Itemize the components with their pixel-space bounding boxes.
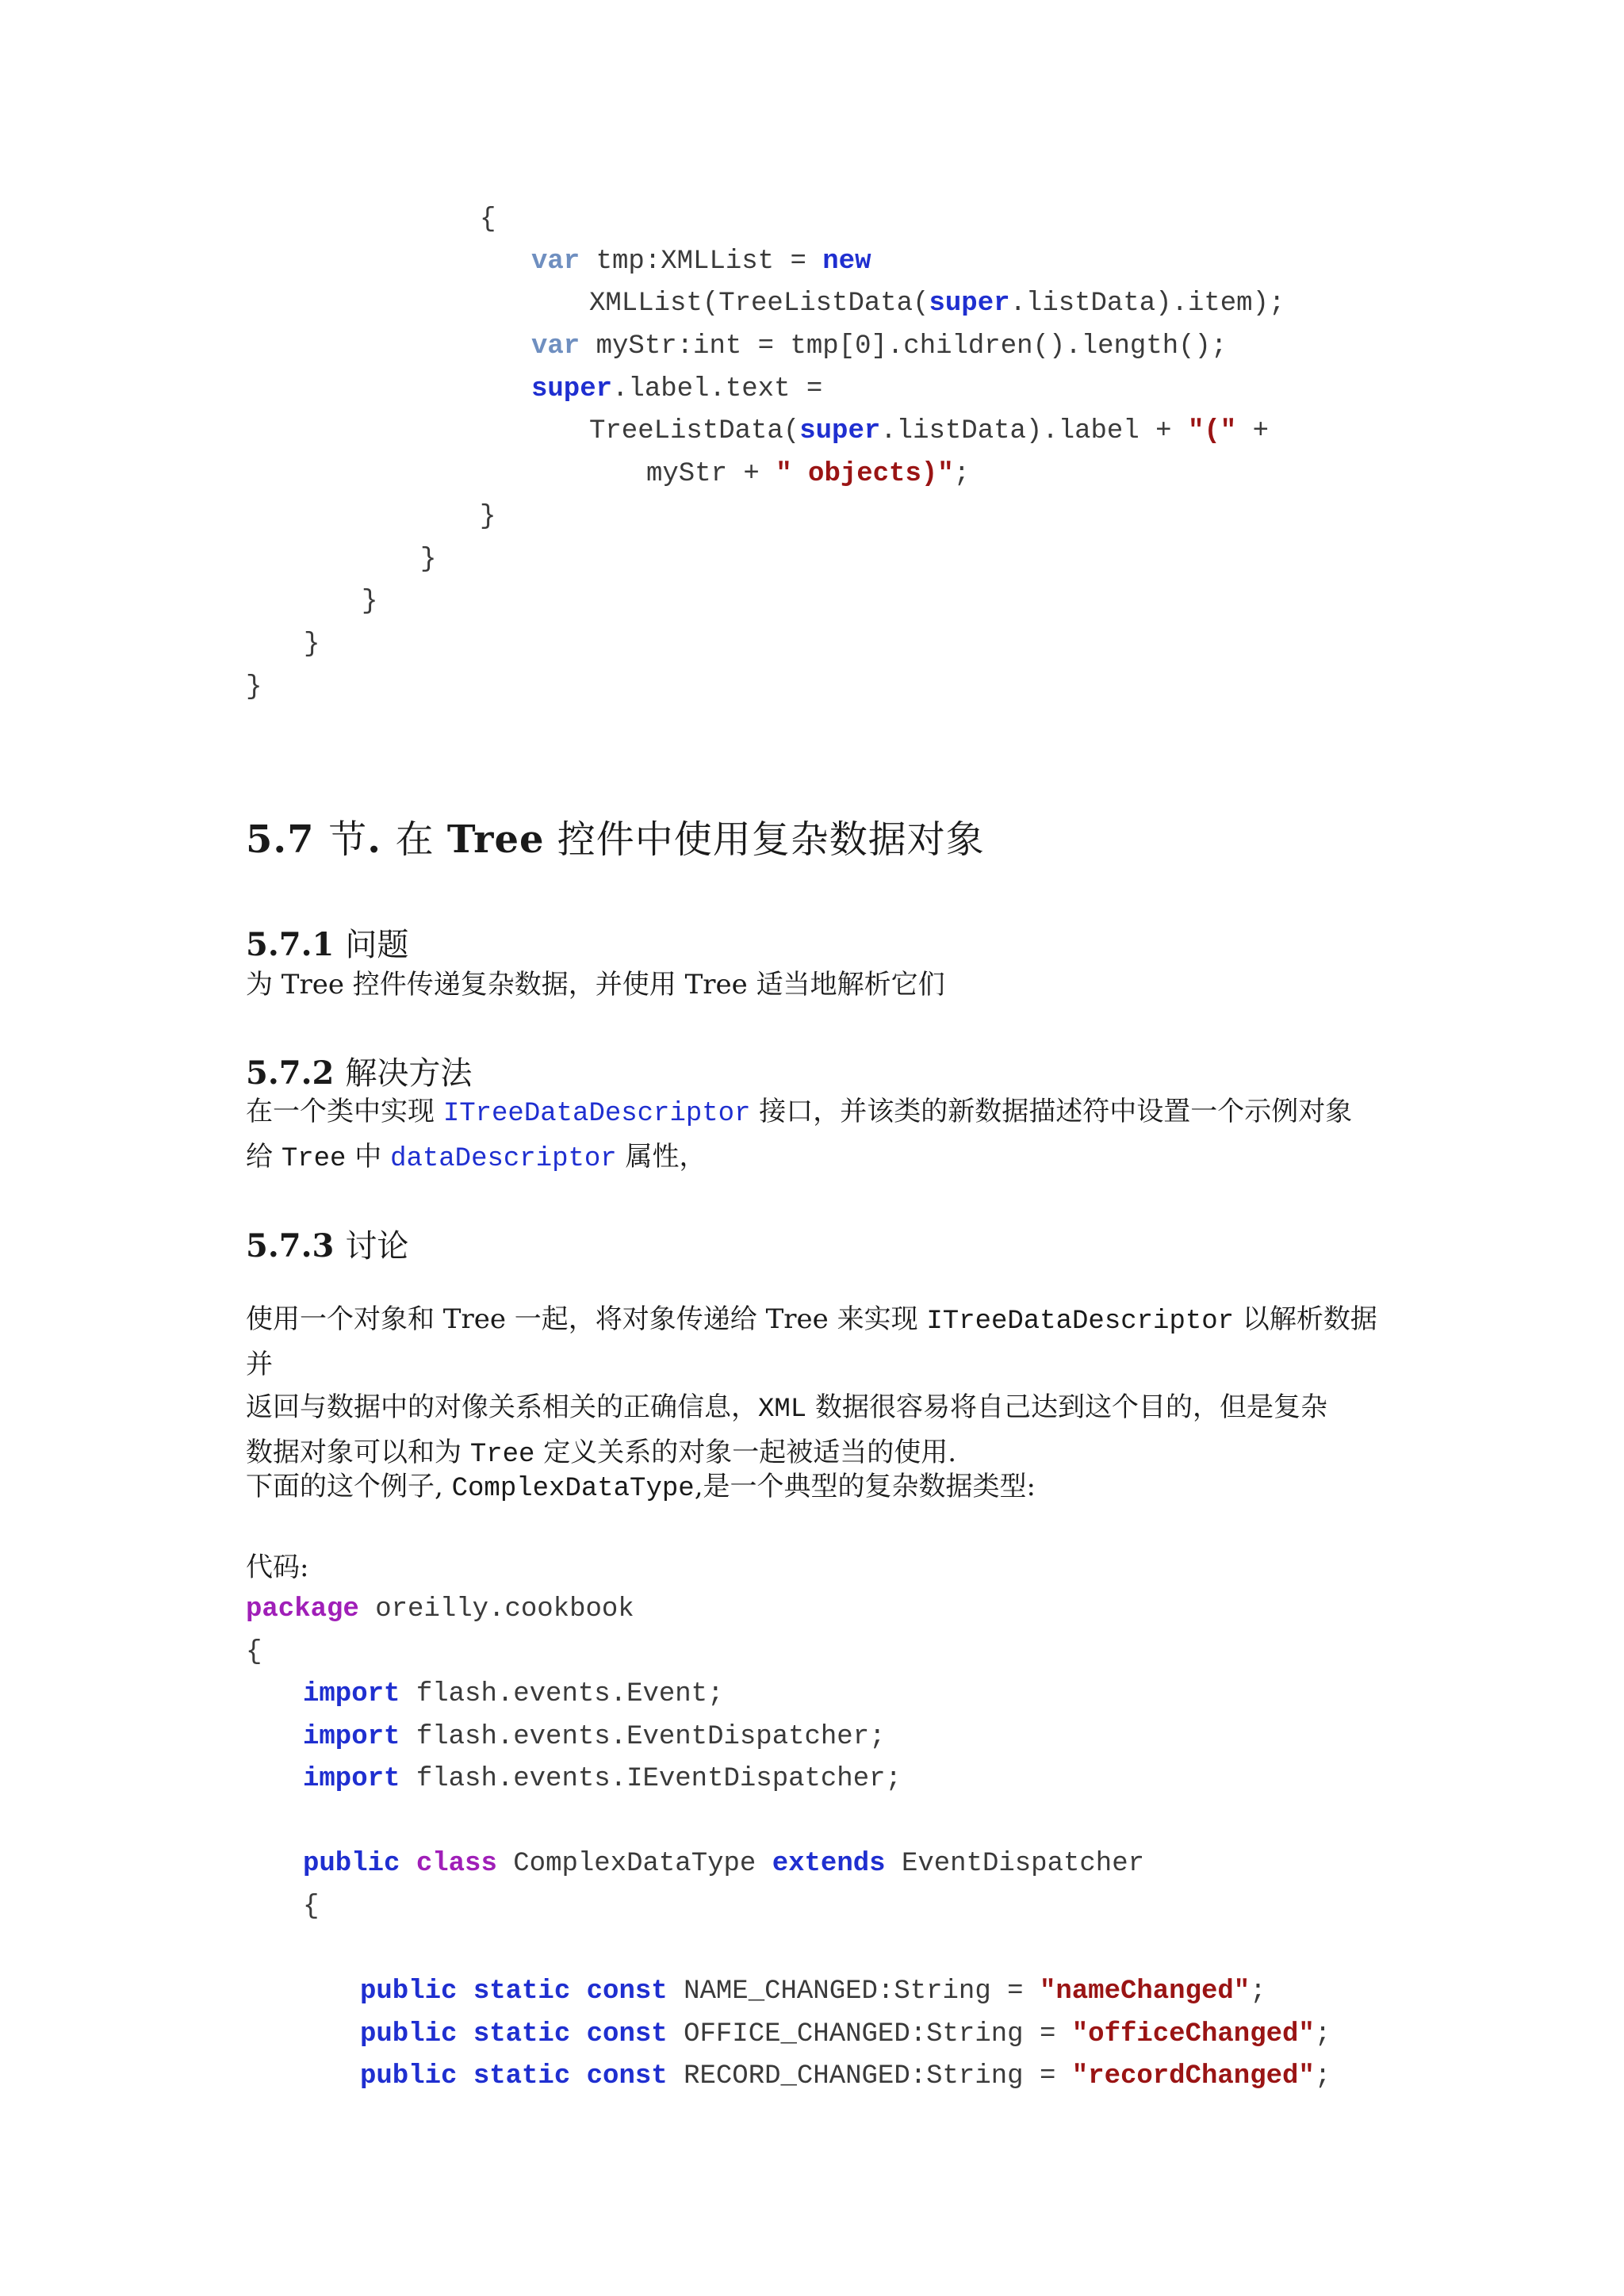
code-token: { [480,205,496,235]
code-token: EventDispatcher [885,1849,1144,1879]
code-token: ; [1250,1976,1266,2007]
code-line [360,1970,1266,2013]
discussion-text: 使用一个对象和 Tree 一起，将对象传递给 Tree 来实现 ITreeDataDescriptor 以解析数据并 返回与数据中的对像关系相关的正确信息，XML 数据很容易将自己达到这个目的，但是复杂 数据对象可以和为 Tree 定义关系的对象一起被适当的使用. [246,1303,1377,1470]
code-label: 代码: [246,1552,309,1583]
code-itreedatadescriptor: ITreeDataDescriptor [442,1099,751,1129]
code-line [420,538,436,581]
subsection-problem-heading: 5.7.1 问题 [246,926,409,963]
code-token: } [480,502,496,532]
code-token: OFFICE_CHANGED:String = [667,2019,1072,2049]
code-token: } [246,672,262,702]
code-token: ComplexDataType [496,1849,772,1879]
code-line [303,1885,319,1928]
code-datadescriptor: dataDescriptor [390,1144,617,1174]
code-token: { [246,1637,262,1667]
code-line [304,623,320,666]
code-token: NAME_CHANGED:String = [667,1976,1040,2007]
code-line [303,1758,902,1800]
code-token: + [1236,416,1269,446]
code-token: ; [953,459,971,489]
code-token: .label.text = [612,374,823,404]
code-token: flash.events.IEventDispatcher; [400,1764,902,1794]
code-token: import [303,1722,400,1752]
code-line [480,496,496,538]
code-token: flash.events.EventDispatcher; [400,1722,886,1752]
code-token: myStr + [646,459,776,489]
code-token: XMLList(TreeListData( [589,289,929,319]
code-token: " objects)" [776,459,954,489]
code-token: oreilly.cookbook [358,1594,634,1624]
code-token: "recordChanged" [1071,2061,1315,2091]
code-token: .listData).item); [1009,289,1285,319]
problem-text: 为 Tree 控件传递复杂数据，并使用 Tree 适当地解析它们 [246,969,945,1001]
code-line [360,2013,1331,2056]
code-token: } [362,587,378,617]
code-line [303,1716,886,1758]
code-line [646,453,970,496]
code-token: import [303,1679,400,1709]
code-token: ; [1314,2061,1331,2091]
code-token: tmp:XMLList = [580,247,823,277]
code-line [246,1631,262,1674]
code-line [303,1843,1144,1885]
code-line [362,580,377,623]
code-token: RECORD_CHANGED:String = [667,2061,1072,2091]
code-line [480,198,496,241]
code-token: import [303,1764,400,1794]
code-line [246,666,262,709]
code-line [246,1588,634,1631]
code-token: var [531,331,580,362]
code-token: var [531,247,580,277]
solution-text: 在一个类中实现 ITreeDataDescriptor 接口，并该类的新数据描述符中设置一个示例对象 给 Tree 中 dataDescriptor 属性， [246,1096,1353,1174]
code-token: { [303,1892,320,1922]
code-token: public static const [360,2061,668,2091]
code-line [531,325,1227,368]
code-token: TreeListData( [589,416,800,446]
code-token: } [304,629,320,660]
code-token: "(" [1187,416,1237,446]
code-token: "officeChanged" [1071,2019,1315,2049]
code-line [303,1673,724,1716]
code-line [531,368,822,411]
subsection-solution-heading: 5.7.2 解决方法 [246,1054,473,1092]
code-token: public [303,1849,400,1879]
code-line [589,410,1269,453]
code-token: super [929,289,1010,319]
code-token: myStr:int = tmp[0].children().length(); [580,331,1228,362]
code-token: package [246,1594,359,1624]
code-token: class [416,1849,497,1879]
subsection-discussion-heading: 5.7.3 讨论 [246,1227,409,1265]
code-token: public static const [360,1976,668,2007]
code-token: .listData).label + [880,416,1188,446]
code-line [360,2055,1331,2098]
code-token: super [799,416,881,446]
code-line [531,240,871,283]
code-token: "nameChanged" [1039,1976,1251,2007]
code-token: flash.events.Event; [400,1679,724,1709]
code-token: ; [1314,2019,1331,2049]
code-line [589,282,1285,325]
section-title: 5.7 节. 在 Tree 控件中使用复杂数据对象 [246,817,985,862]
code-token: public static const [360,2019,668,2049]
code-token: extends [772,1849,886,1879]
code-token: super [531,374,613,404]
code-token [400,1849,416,1879]
code-token: } [420,545,437,575]
code-token: new [822,247,871,277]
example-intro: 下面的这个例子, ComplexDataType,是一个典型的复杂数据类型: [246,1471,1036,1504]
